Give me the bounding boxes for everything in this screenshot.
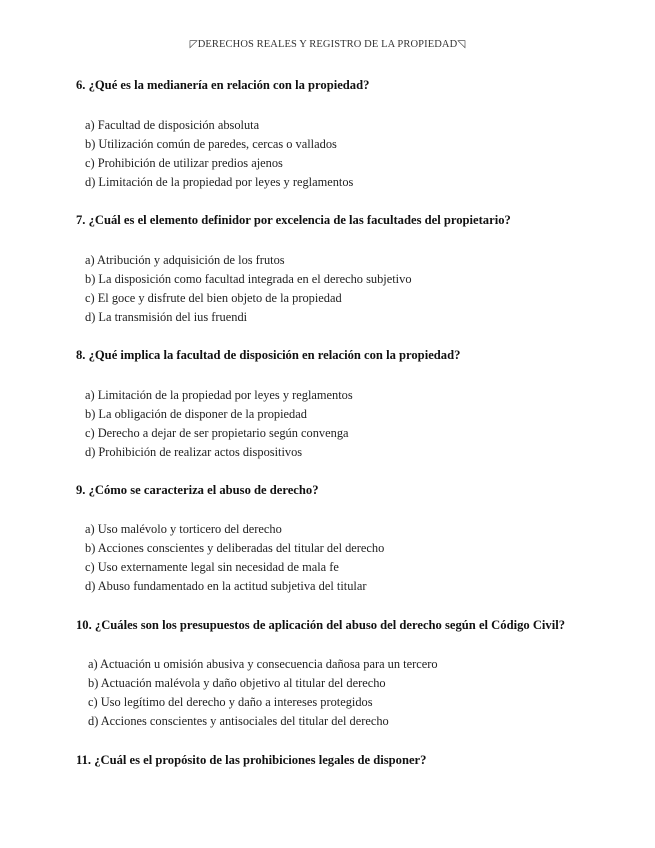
option-10b: b) Actuación malévola y daño objetivo al titular del derecho <box>88 676 386 690</box>
option-9c: c) Uso externamente legal sin necesidad de mala fe <box>85 560 339 574</box>
option-8b: b) La obligación de disponer de la propiedad <box>85 407 307 421</box>
option-6a: a) Facultad de disposición absoluta <box>85 118 260 132</box>
option-6d: d) Limitación de la propiedad por leyes y reglamentos <box>85 175 354 189</box>
option-9d: d) Abuso fundamentado en la actitud subjetiva del titular <box>85 579 367 593</box>
running-header: ◸DERECHOS REALES Y REGISTRO DE LA PROPIEDAD◹ <box>189 39 466 50</box>
option-7c: c) El goce y disfrute del bien objeto de la propiedad <box>85 291 342 305</box>
option-8d: d) Prohibición de realizar actos dispositivos <box>85 445 303 459</box>
question-8: 8. ¿Qué implica la facultad de disposición en relación con la propiedad? <box>76 348 461 362</box>
option-8c: c) Derecho a dejar de ser propietario según convenga <box>85 426 349 440</box>
option-10a: a) Actuación u omisión abusiva y consecuencia dañosa para un tercero <box>88 657 438 671</box>
option-6b: b) Utilización común de paredes, cercas o vallados <box>85 137 337 151</box>
question-11: 11. ¿Cuál es el propósito de las prohibiciones legales de disponer? <box>76 753 427 767</box>
option-10c: c) Uso legítimo del derecho y daño a intereses protegidos <box>88 695 373 709</box>
question-6: 6. ¿Qué es la medianería en relación con la propiedad? <box>76 78 370 92</box>
question-7: 7. ¿Cuál es el elemento definidor por excelencia de las facultades del propietario? <box>76 213 511 227</box>
option-10d: d) Acciones conscientes y antisociales del titular del derecho <box>88 714 389 728</box>
option-9b: b) Acciones conscientes y deliberadas del titular del derecho <box>85 541 385 555</box>
option-9a: a) Uso malévolo y torticero del derecho <box>85 522 282 536</box>
option-8a: a) Limitación de la propiedad por leyes y reglamentos <box>85 388 353 402</box>
question-10: 10. ¿Cuáles son los presupuestos de aplicación del abuso del derecho según el Código Civil? <box>76 618 566 632</box>
question-9: 9. ¿Cómo se caracteriza el abuso de derecho? <box>76 483 319 497</box>
option-7a: a) Atribución y adquisición de los frutos <box>85 253 285 267</box>
option-6c: c) Prohibición de utilizar predios ajenos <box>85 156 283 170</box>
option-7d: d) La transmisión del ius fruendi <box>85 310 248 324</box>
option-7b: b) La disposición como facultad integrada en el derecho subjetivo <box>85 272 412 286</box>
